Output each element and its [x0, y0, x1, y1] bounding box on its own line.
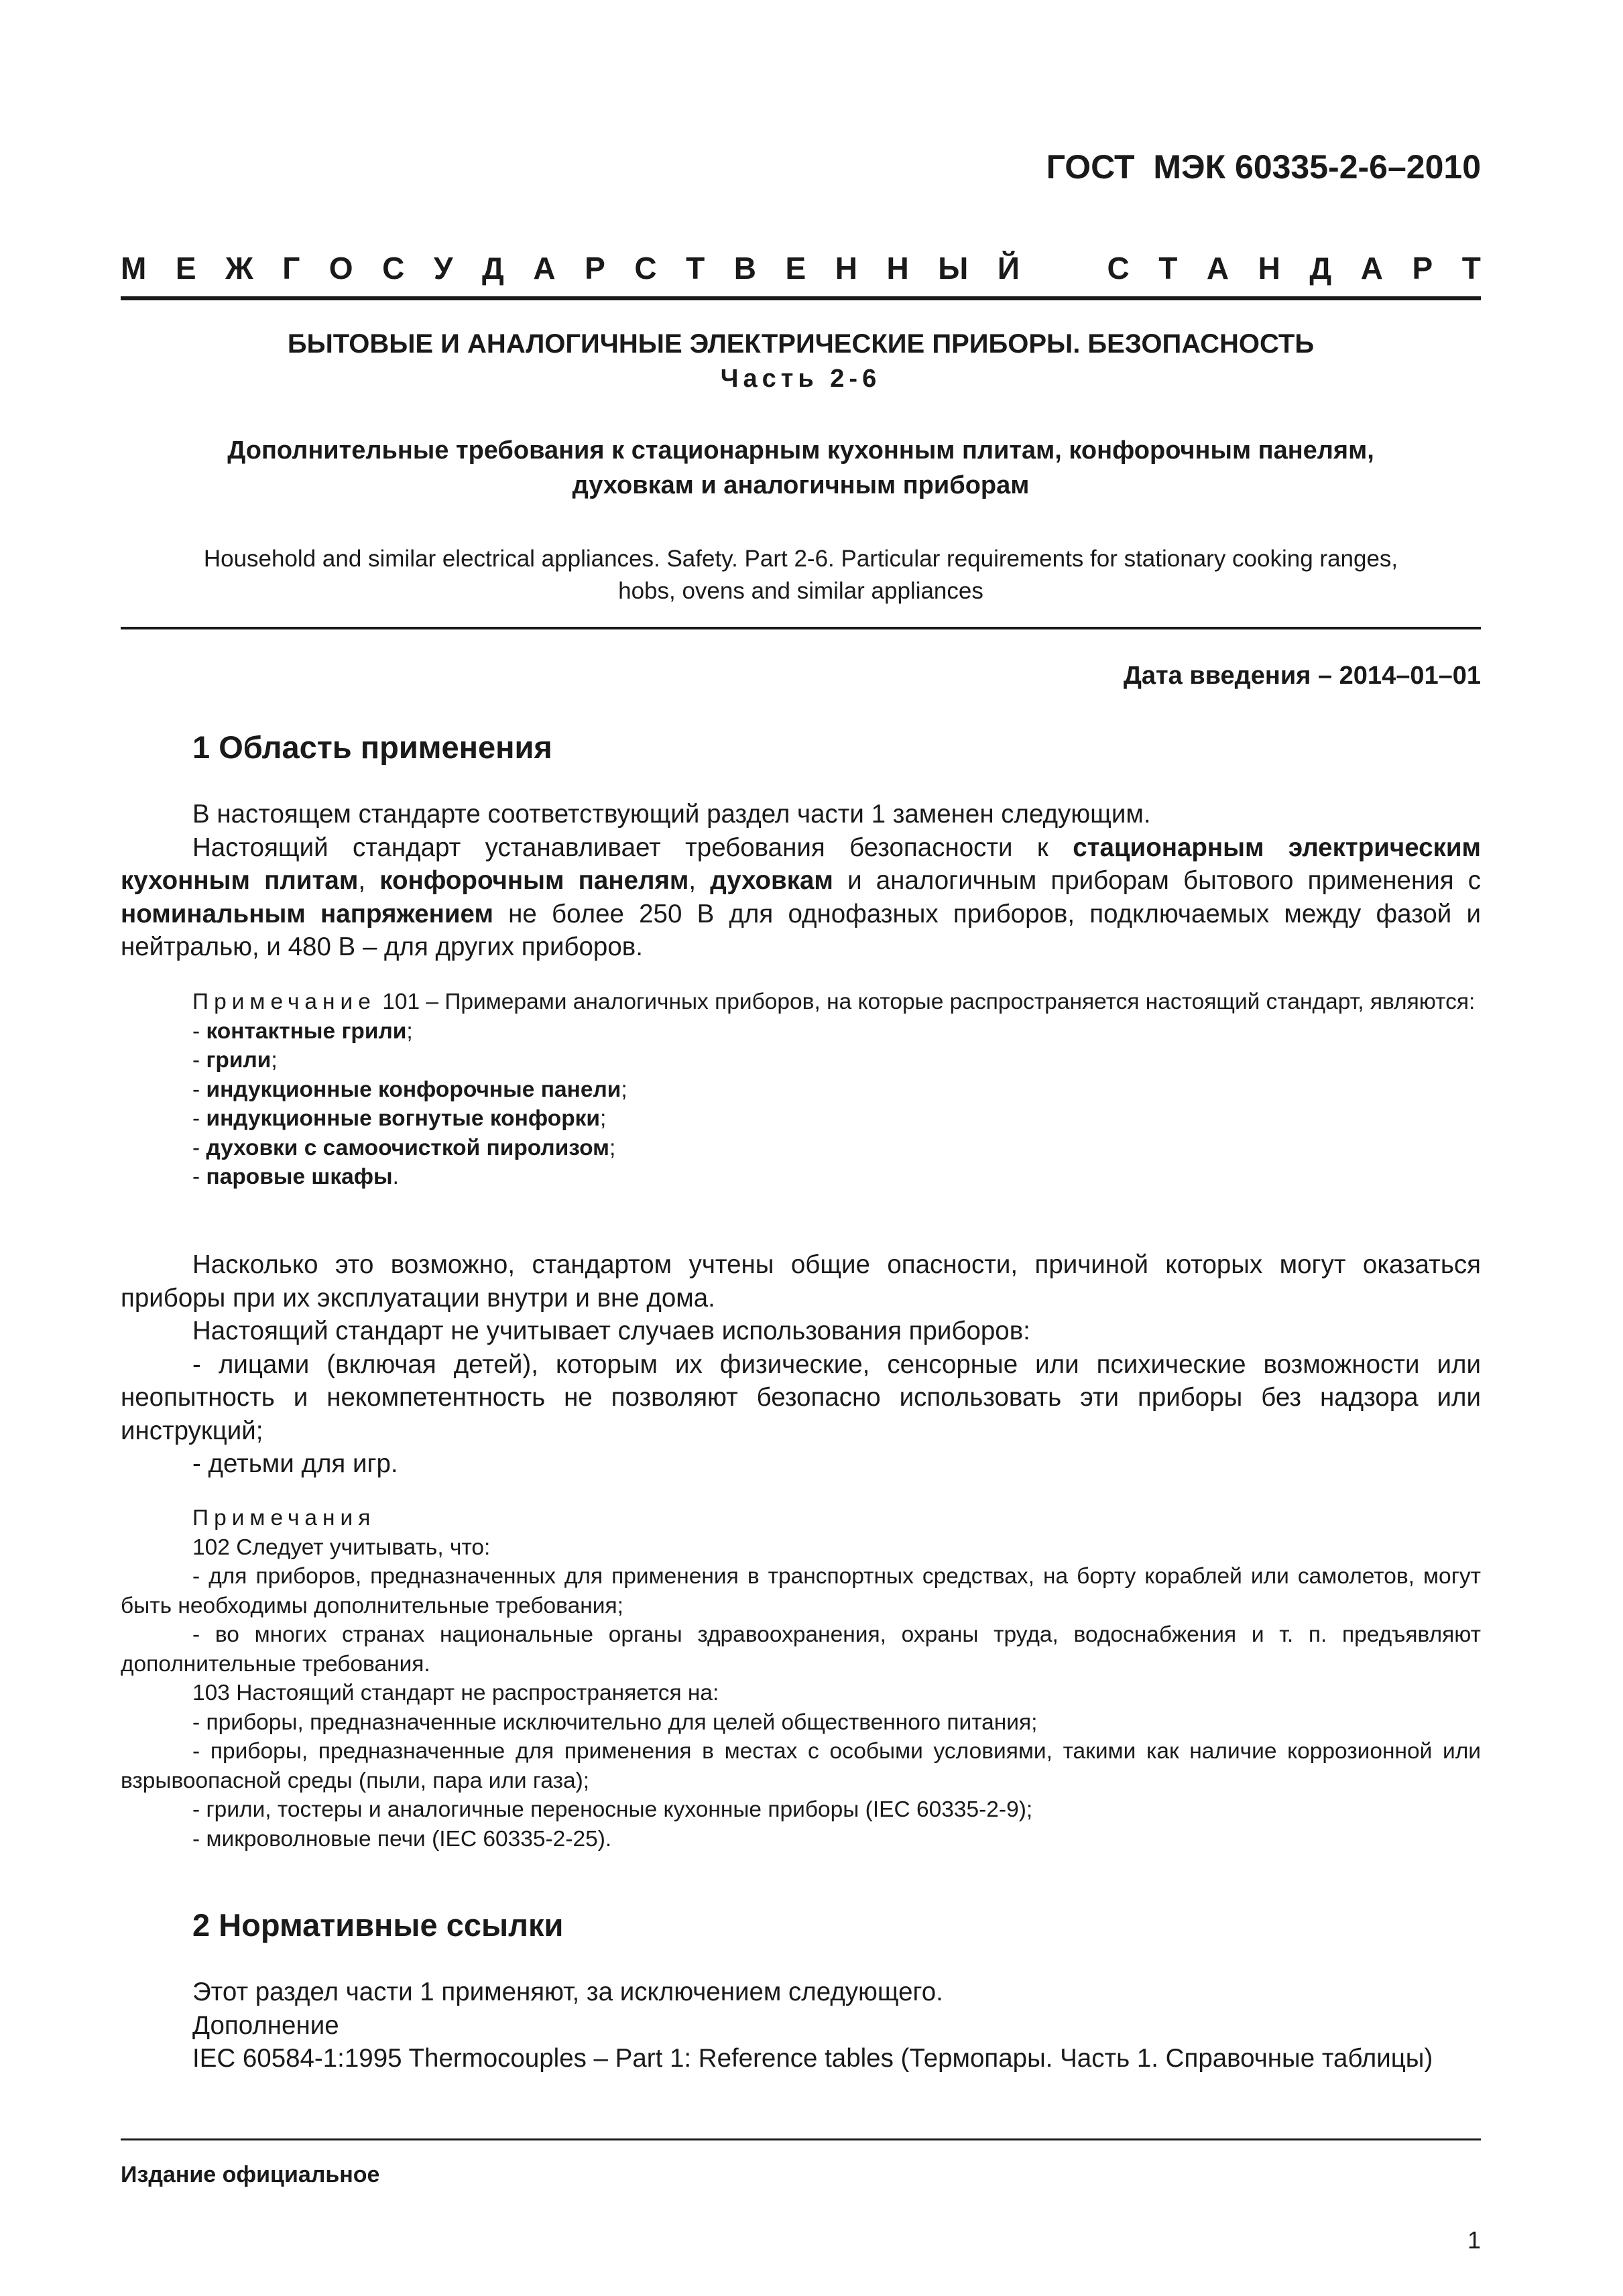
note-paragraph: - микроволновые печи (IEC 60335-2-25). — [192, 1826, 612, 1852]
list-item: - грили; — [192, 1048, 278, 1073]
standard-subtitle — [121, 433, 1481, 503]
standard-type-letter: Е — [785, 251, 806, 286]
header-rule — [121, 296, 1481, 300]
subtitle-line: духовкам и аналогичным приборам — [572, 471, 1030, 499]
note-101 — [121, 987, 1481, 1192]
paragraph: Настоящий стандарт не учитывает случаев использования приборов: — [192, 1317, 1030, 1345]
notes-label: Примечания — [192, 1506, 376, 1530]
note-paragraph: 102 Следует учитывать, что: — [192, 1534, 491, 1560]
introduction-date: Дата введения – 2014–01–01 — [1123, 662, 1481, 690]
standard-type-letter: Ж — [225, 251, 253, 286]
standard-type-letter: Т — [1158, 251, 1178, 286]
note-paragraph: - во многих странах национальные органы здравоохранения, охраны труда, водоснабжения и т. п. предъявляют дополнительные требования. — [121, 1622, 1481, 1677]
standard-type-letter: В — [733, 251, 756, 286]
standard-type-letter: Д — [482, 251, 504, 286]
paragraph: В настоящем стандарте соответствующий раздел части 1 заменен следующим. — [192, 800, 1151, 829]
english-title-line: Household and similar electrical appliances. Safety. Part 2-6. Particular requirements for stationary cooking ranges, — [203, 546, 1398, 572]
note-paragraph: - приборы, предназначенные для применения в местах с особыми условиями, такими как наличие коррозионной или взрывоопасной среды (пыли, пара или газа); — [121, 1739, 1481, 1793]
standard-part: Часть 2-6 — [720, 365, 882, 393]
standard-type-letter: Р — [585, 251, 605, 286]
paragraph: Дополнение — [192, 2010, 339, 2040]
document-number: ГОСТ МЭК 60335-2-6–2010 — [1046, 148, 1481, 186]
notes-102-103 — [121, 1504, 1481, 1854]
standard-type-heading — [121, 249, 1481, 287]
list-item: - индукционные конфорочные панели; — [192, 1077, 627, 1102]
edition-label: Издание официальное — [121, 2162, 380, 2187]
standard-type-letter: Н — [886, 251, 909, 286]
section-2-body — [121, 1976, 1481, 2075]
list-item: - индукционные вогнутые конфорки; — [192, 1106, 607, 1131]
standard-type-letter: Д — [1309, 251, 1332, 286]
paragraph: - лицами (включая детей), которым их физические, сенсорные или психические возможности или неопытность и некомпетентность не позволяют безопасно использовать эти приборы без надзора или инструкций; — [121, 1349, 1481, 1445]
paragraph: IEC 60584-1:1995 Thermocouples – Part 1: Reference tables (Термопары. Часть 1. Справочные таблицы) — [192, 2044, 1433, 2073]
standard-type-letter: А — [533, 251, 556, 286]
standard-type-letter: Т — [686, 251, 705, 286]
paragraph: Настоящий стандарт устанавливает требования безопасности к стационарным электрическим кухонным плитам, конфорочным панелям, духовкам и аналогичным приборам бытового применения с номинальным напряжением не более 250 В для однофазных приборов, подключаемых между фазой и нейтралью, и 480 В – для других приборов. — [121, 833, 1482, 961]
paragraph: Насколько это возможно, стандартом учтены общие опасности, причиной которых могут оказаться приборы при их эксплуатации внутри и вне дома. — [121, 1250, 1481, 1313]
standard-type-letter: Т — [1461, 251, 1481, 286]
paragraph: Этот раздел части 1 применяют, за исключением следующего. — [192, 1978, 943, 2006]
note-paragraph: Примечание 101 – Примерами аналогичных приборов, на которые распространяется настоящий стандарт, являются: — [192, 989, 1476, 1014]
note-paragraph: - грили, тостеры и аналогичные переносные кухонные приборы (IEC 60335-2-9); — [192, 1797, 1033, 1822]
standard-type-letter: У — [433, 251, 453, 286]
standard-type-letter: С — [634, 251, 657, 286]
note-paragraph: 103 Настоящий стандарт не распространяется на: — [192, 1681, 719, 1705]
note-paragraph: - для приборов, предназначенных для применения в транспортных средствах, на борту кораблей или самолетов, могут быть необходимы дополнительные требования; — [121, 1564, 1481, 1618]
note-paragraph: - приборы, предназначенные исключительно для целей общественного питания; — [192, 1709, 1038, 1735]
english-title-line: hobs, ovens and similar appliances — [618, 578, 983, 604]
footer-rule — [121, 2138, 1481, 2140]
standard-type-letter: Е — [175, 251, 196, 286]
paragraph: - детьми для игр. — [192, 1449, 398, 1478]
standard-type-letter: Н — [1258, 251, 1280, 286]
section-1-body-continued — [121, 1248, 1481, 1481]
english-title — [121, 543, 1481, 607]
standard-type-letter: Ы — [938, 251, 969, 286]
standard-type-letter: Р — [1412, 251, 1433, 286]
page-number: 1 — [1467, 2226, 1481, 2254]
standard-title: БЫТОВЫЕ И АНАЛОГИЧНЫЕ ЭЛЕКТРИЧЕСКИЕ ПРИБОРЫ. БЕЗОПАСНОСТЬ — [287, 329, 1315, 359]
standard-type-letter: Г — [282, 251, 300, 286]
standard-type-letter: А — [1360, 251, 1383, 286]
section-1-body — [121, 798, 1481, 964]
standard-type-letter: С — [1107, 251, 1130, 286]
standard-type-letter: С — [382, 251, 405, 286]
list-item: - паровые шкафы. — [192, 1164, 399, 1189]
section-heading: 2 Нормативные ссылки — [192, 1907, 564, 1943]
standard-type-letter: О — [328, 251, 353, 286]
section-heading: 1 Область применения — [192, 729, 552, 765]
list-item: - контактные грили; — [192, 1018, 413, 1044]
subtitle-line: Дополнительные требования к стационарным кухонным плитам, конфорочным панелям, — [227, 436, 1374, 465]
standard-type-letter: А — [1206, 251, 1229, 286]
title-rule — [121, 627, 1481, 629]
list-item: - духовки с самоочисткой пиролизом; — [192, 1135, 616, 1160]
standard-type-letter: Й — [997, 251, 1020, 286]
standard-type-letter: Н — [835, 251, 857, 286]
standard-type-letter: М — [121, 251, 147, 286]
